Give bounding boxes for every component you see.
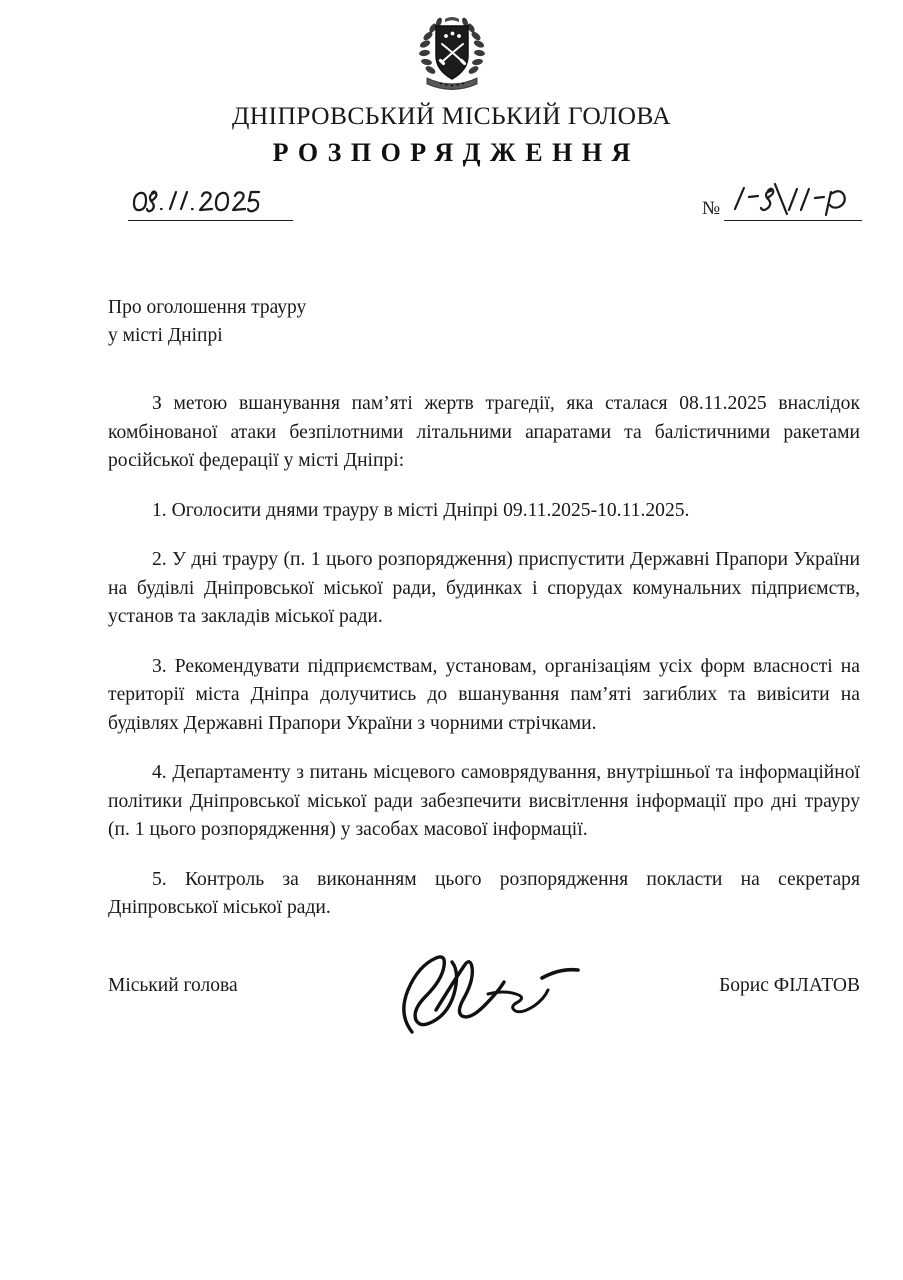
handwritten-number — [724, 179, 862, 219]
signature-row — [108, 975, 860, 997]
handwritten-date — [128, 179, 293, 219]
clause-5: 5. Контроль за виконанням цього розпорядження покласти на секретаря Дніпровської міської ради. — [108, 868, 860, 918]
clause-3: 3. Рекомендувати підприємствам, установам, організаціям усіх форм власності на території міста Дніпра долучитись до вшанування пам’яті загиблих та вивісити на будівлях Державні Прапори України з чорними стрічками. — [108, 655, 860, 734]
dnipro-coat-of-arms-icon — [415, 12, 489, 94]
number-rule — [724, 186, 862, 221]
number-sign: № — [702, 198, 721, 219]
document-number-field[interactable] — [702, 186, 862, 221]
clause-1: 1. Оголосити днями трауру в місті Дніпрі 09.11.2025-10.11.2025. — [152, 499, 690, 521]
date-rule — [128, 186, 293, 221]
subject-block — [108, 294, 306, 351]
signatory-role: Міський голова — [108, 975, 238, 996]
document-type-title: РОЗПОРЯДЖЕННЯ — [272, 138, 640, 167]
clause-4: 4. Департаменту з питань місцевого самоврядування, внутрішньої та інформаційної політики Дніпровської міської ради забезпечити висвітлення інформації про дні трауру (п. 1 цього розпорядження) у засобах масової інформації. — [108, 762, 860, 840]
signatory-name: Борис ФІЛАТОВ — [719, 975, 860, 996]
date-field[interactable] — [128, 186, 293, 221]
emblem-container — [0, 12, 903, 94]
preamble-paragraph: З метою вшанування пам’яті жертв трагедії, яка сталася 08.11.2025 внаслідок комбінованої атаки безпілотними літальними апаратами та балістичними ракетами російської федерації у місті Дніпрі: — [108, 393, 860, 471]
clause-2: 2. У дні трауру (п. 1 цього розпорядження) приспустити Державні Прапори України на будівлі Дніпровської міської ради, будинках і спорудах комунальних підприємств, установ та закладів міської ради. — [108, 549, 860, 627]
document-body — [108, 390, 860, 923]
subject-line-1: Про оголошення трауру — [108, 297, 307, 318]
subject-line-2: у місті Дніпрі — [108, 325, 223, 347]
organisation-title: ДНІПРОВСЬКИЙ МІСЬКИЙ ГОЛОВА — [231, 101, 672, 130]
